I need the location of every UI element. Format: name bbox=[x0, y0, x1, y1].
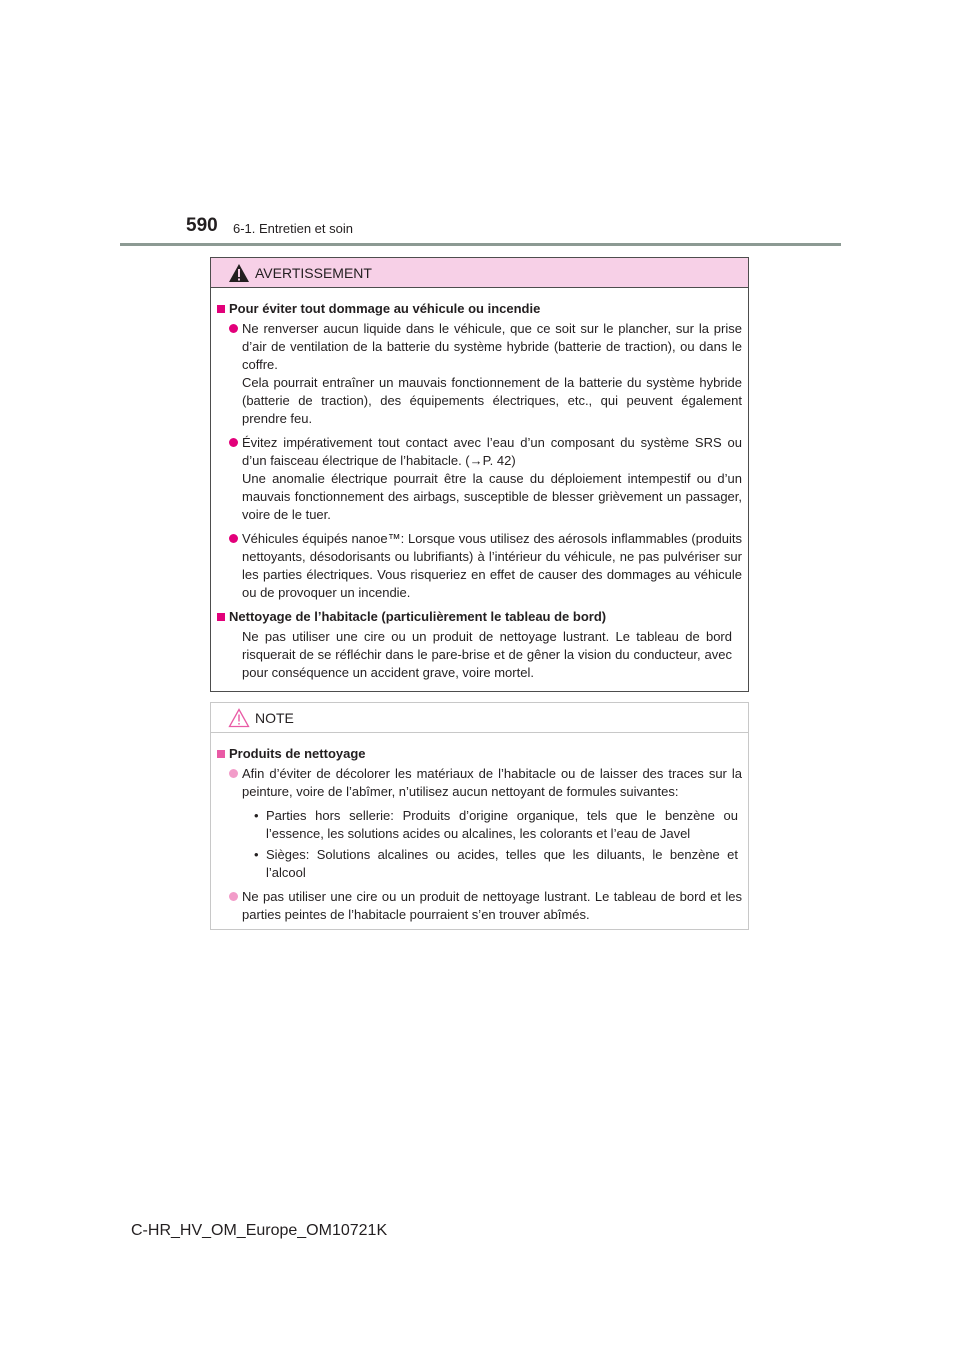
warning-triangle-icon bbox=[228, 263, 250, 283]
list-item bbox=[217, 765, 742, 882]
square-bullet-icon bbox=[217, 750, 225, 758]
warning-body bbox=[211, 288, 748, 682]
list-item bbox=[217, 888, 742, 924]
note-body bbox=[211, 733, 748, 924]
note-title: NOTE bbox=[255, 710, 294, 726]
sub-list-item bbox=[242, 846, 742, 882]
list-item bbox=[217, 434, 742, 524]
paragraph: Ne pas utiliser une cire ou un produit de nettoyage lustrant. Le tableau de bord risquerait de se réfléchir dans le pare-brise et de gêner la vision du conducteur, avec pour conséquence un accident grave, voire mortel. bbox=[242, 629, 732, 680]
round-bullet-icon bbox=[229, 534, 238, 543]
round-bullet-icon bbox=[229, 438, 238, 447]
small-bullet-icon: • bbox=[254, 808, 259, 823]
list-item bbox=[217, 530, 742, 602]
paragraph: Une anomalie électrique pourrait être la cause du déploiement intempestif ou d’un mauvais fonctionnement des airbags, susceptible de blesser grièvement un passager, voire de le tuer. bbox=[242, 471, 742, 522]
paragraph: Véhicules équipés nanoe™: Lorsque vous utilisez des aérosols inflammables (produits nettoyants, désodorisants ou lubrifiants) à l’intérieur du véhicule, ne pas pulvériser sur les parties électriques. Vous risqueriez en effet de causer des dommages au véhicule ou de provoquer un incendie. bbox=[242, 531, 742, 600]
sub-list-item-text: Parties hors sellerie: Produits d’origine organique, tels que le benzène ou l’essence, les solutions acides ou alcalines, les colorants et l’eau de Javel bbox=[266, 808, 738, 841]
paragraph: Cela pourrait entraîner un mauvais fonctionnement de la batterie du système hybride (batterie de traction), des équipements électriques, etc., qui peuvent également prendre feu. bbox=[242, 375, 742, 426]
sub-list-item-text: Sièges: Solutions alcalines ou acides, telles que les diluants, le benzène et l’alcool bbox=[266, 847, 738, 880]
topic-heading-text: Pour éviter tout dommage au véhicule ou incendie bbox=[229, 301, 541, 316]
topic-heading-text: Nettoyage de l’habitacle (particulièrement le tableau de bord) bbox=[229, 609, 607, 624]
header-rule bbox=[120, 243, 841, 246]
note-box bbox=[210, 702, 749, 930]
paragraph: Afin d’éviter de décolorer les matériaux de l’habitacle ou de laisser des traces sur la peinture, voire de l’abîmer, n’utilisez aucun nettoyant de formules suivantes: bbox=[242, 766, 742, 799]
topic-heading bbox=[217, 608, 742, 626]
section-title: 6-1. Entretien et soin bbox=[233, 221, 353, 236]
round-bullet-icon bbox=[229, 324, 238, 333]
topic-heading bbox=[217, 745, 742, 763]
round-bullet-icon bbox=[229, 892, 238, 901]
warning-box bbox=[210, 257, 749, 692]
paragraph: Évitez impérativement tout contact avec l’eau d’un composant du système SRS ou d’un faisceau électrique de l’habitacle. (→P. 42) bbox=[242, 435, 742, 468]
list-item bbox=[217, 320, 742, 428]
caution-triangle-icon bbox=[228, 708, 250, 728]
paragraph: Ne pas utiliser une cire ou un produit de nettoyage lustrant. Le tableau de bord et les parties peintes de l’habitacle pourraient s’en trouver abîmés. bbox=[242, 889, 742, 922]
square-bullet-icon bbox=[217, 613, 225, 621]
document-code: C-HR_HV_OM_Europe_OM10721K bbox=[131, 1222, 388, 1239]
topic-heading-text: Produits de nettoyage bbox=[229, 746, 366, 761]
warning-title: AVERTISSEMENT bbox=[255, 265, 372, 281]
note-header bbox=[211, 703, 748, 733]
square-bullet-icon bbox=[217, 305, 225, 313]
page-number: 590 bbox=[186, 215, 218, 236]
small-bullet-icon: • bbox=[254, 847, 259, 862]
round-bullet-icon bbox=[229, 769, 238, 778]
paragraph: Ne renverser aucun liquide dans le véhicule, que ce soit sur le plancher, sur la prise d’air de ventilation de la batterie du système hybride (batterie de traction), ou dans le coffre. bbox=[242, 321, 742, 372]
sub-list bbox=[242, 807, 742, 882]
warning-header bbox=[211, 258, 748, 288]
sub-list-item bbox=[242, 807, 742, 843]
topic-heading bbox=[217, 300, 742, 318]
